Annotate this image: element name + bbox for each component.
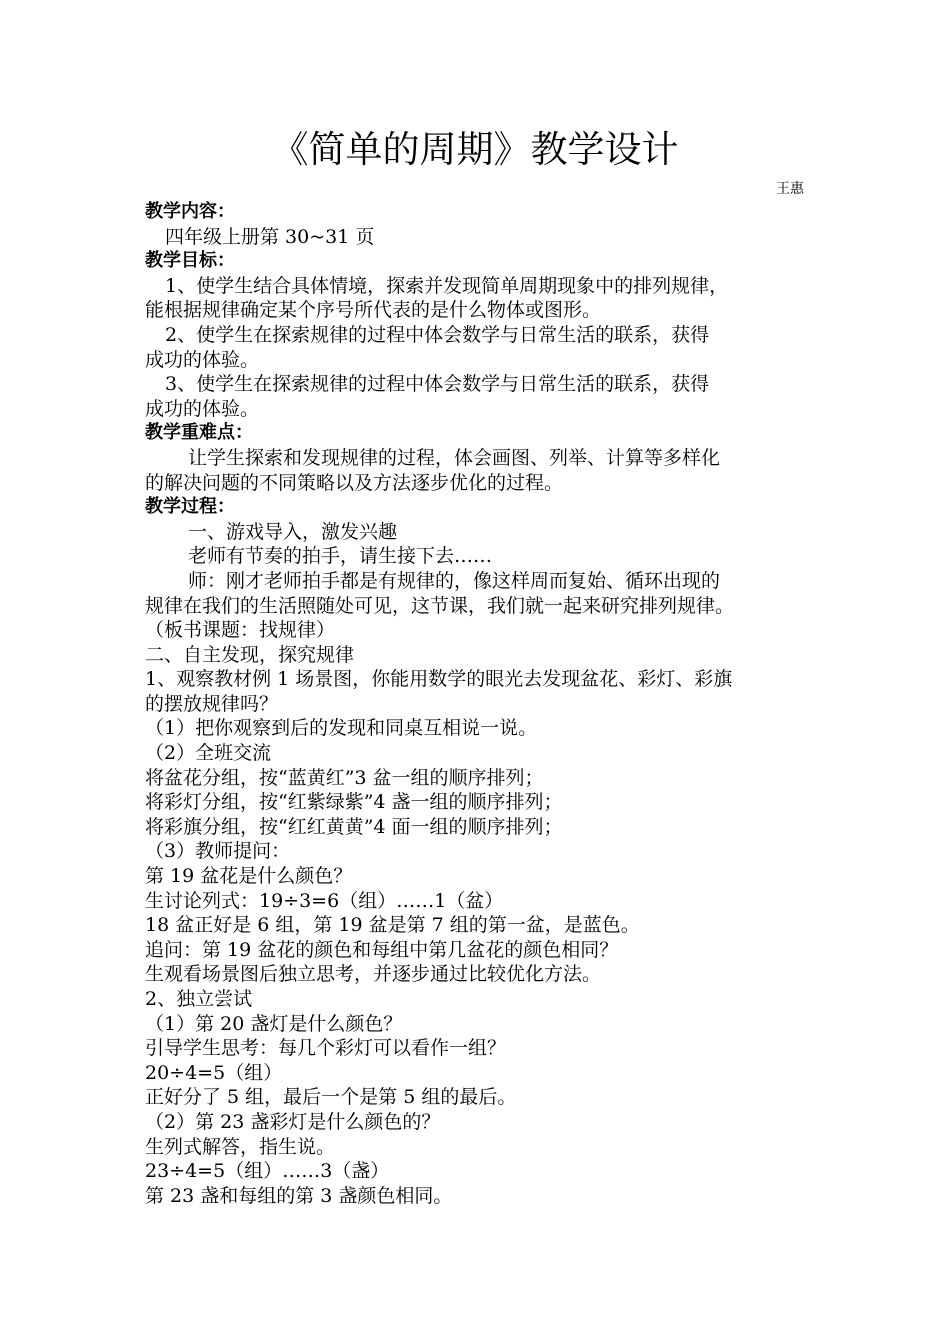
paragraph-line: 二、自主发现，探究规律	[145, 643, 355, 666]
paragraph-line: （3）教师提问：	[145, 840, 291, 863]
paragraph-line: 1、使学生结合具体情境，探索并发现简单周期现象中的排列规律，	[165, 274, 729, 297]
paragraph-line: 让学生探索和发现规律的过程，体会画图、列举、计算等多样化	[188, 446, 721, 469]
paragraph-line: 第 23 盏和每组的第 3 盏颜色相同。	[145, 1184, 453, 1207]
paragraph-line: 生列式解答，指生说。	[145, 1135, 336, 1158]
paragraph-line: 一、游戏导入，激发兴趣	[188, 520, 398, 543]
heading-process: 教学过程：	[145, 496, 235, 518]
paragraph-line: （2）第 23 盏彩灯是什么颜色的？	[145, 1110, 441, 1133]
paragraph-line: （板书课题：找规律）	[145, 619, 336, 642]
paragraph-line: （1）把你观察到后的发现和同桌互相说一说。	[145, 717, 538, 740]
paragraph-line: 老师有节奏的拍手，请生接下去……	[188, 545, 493, 568]
heading-key-points: 教学重难点：	[145, 422, 253, 444]
paragraph-line: 的摆放规律吗？	[145, 692, 279, 715]
paragraph-line: 20÷4=5（组）	[145, 1061, 283, 1084]
paragraph-line: 四年级上册第 30~31 页	[165, 225, 375, 248]
paragraph-line: 将彩灯分组，按“红紫绿紫”4 盏一组的顺序排列；	[145, 791, 563, 814]
paragraph-line: 23÷4=5（组）……3（盏）	[145, 1160, 390, 1183]
paragraph-line: 2、独立尝试	[145, 988, 253, 1010]
paragraph-line: 18 盆正好是 6 组，第 19 盆是第 7 组的第一盆，是蓝色。	[145, 914, 640, 937]
paragraph-line: 引导学生思考：每几个彩灯可以看作一组？	[145, 1037, 507, 1060]
paragraph-line: 正好分了 5 组，最后一个是第 5 组的最后。	[145, 1086, 517, 1109]
heading-content: 教学内容：	[145, 201, 235, 222]
paragraph-line: （1）第 20 盏灯是什么颜色？	[145, 1012, 403, 1035]
paragraph-line: 成功的体验。	[145, 348, 260, 371]
paragraph-line: 第 19 盆花是什么颜色？	[145, 865, 353, 888]
paragraph-line: 将盆花分组，按“蓝黄红”3 盆一组的顺序排列；	[145, 766, 544, 789]
paragraph-line: 3、使学生在探索规律的过程中体会数学与日常生活的联系，获得	[165, 373, 710, 396]
paragraph-line: （2）全班交流	[145, 742, 272, 765]
paragraph-line: 的解决问题的不同策略以及方法逐步优化的过程。	[145, 471, 564, 494]
heading-objectives: 教学目标：	[145, 250, 235, 272]
paragraph-line: 生观看场景图后独立思考，并逐步通过比较优化方法。	[145, 963, 602, 986]
author-name: 王惠	[776, 181, 804, 197]
paragraph-line: 将彩旗分组，按“红红黄黄”4 面一组的顺序排列；	[145, 815, 563, 838]
document-title: 《简单的周期》教学设计	[271, 128, 679, 171]
paragraph-line: 2、使学生在探索规律的过程中体会数学与日常生活的联系，获得	[165, 323, 710, 346]
paragraph-line: 1、观察教材例 1 场景图，你能用数学的眼光去发现盆花、彩灯、彩旗	[145, 668, 733, 691]
paragraph-line: 能根据规律确定某个序号所代表的是什么物体或图形。	[145, 299, 602, 322]
paragraph-line: 成功的体验。	[145, 397, 260, 420]
paragraph-line: 师：刚才老师拍手都是有规律的，像这样周而复始、循环出现的	[188, 569, 721, 592]
paragraph-line: 规律在我们的生活照随处可见，这节课，我们就一起来研究排列规律。	[145, 594, 735, 617]
document-body	[145, 200, 825, 1208]
paragraph-line: 生讨论列式：19÷3=6（组）……1（盆）	[145, 889, 504, 912]
paragraph-line: 追问：第 19 盆花的颜色和每组中第几盆花的颜色相同？	[145, 938, 619, 961]
